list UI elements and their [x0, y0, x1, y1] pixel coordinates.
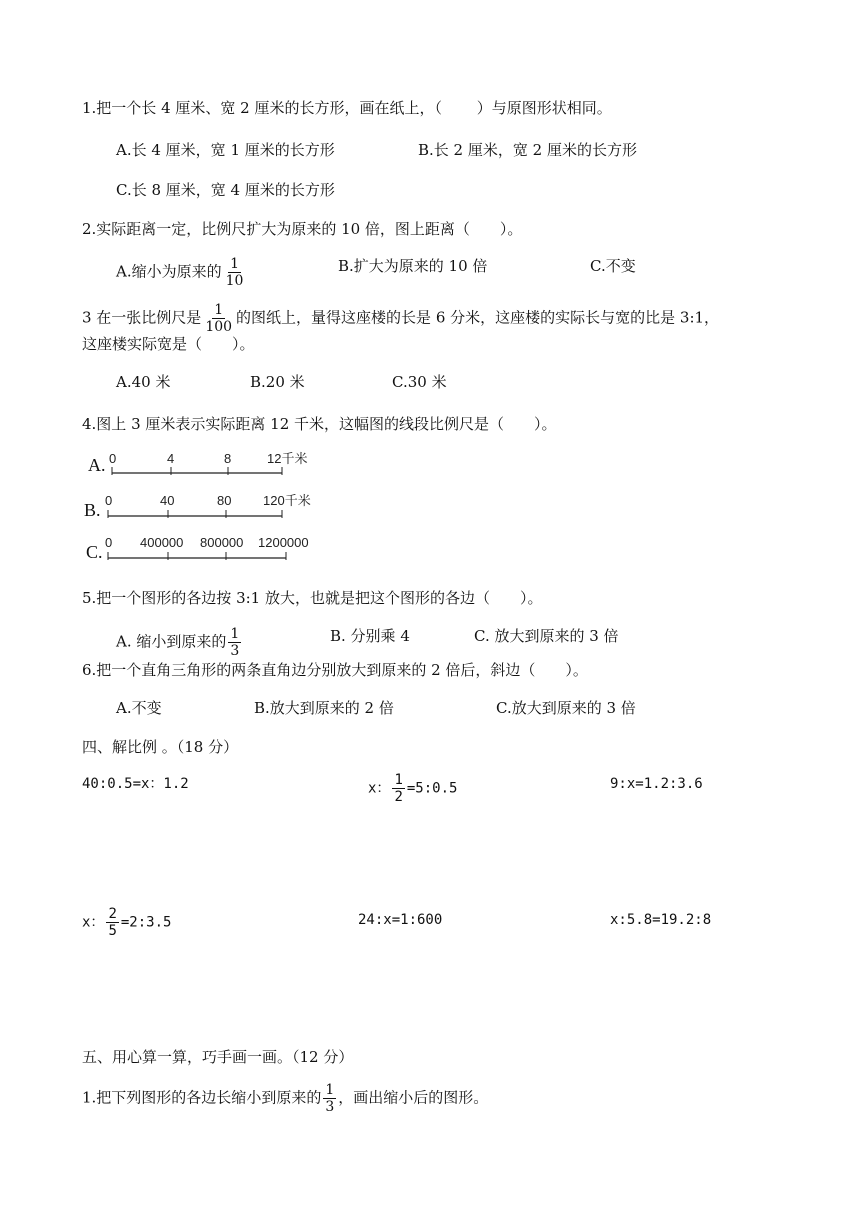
scale-b-label: 120千米 [263, 493, 311, 508]
proportion-3: 9:x=1.2:3.6 [610, 776, 703, 792]
q3-stem-pre: 3 在一张比例尺是 [82, 308, 202, 327]
scale-c-label: 0 [105, 535, 113, 550]
scale-a-letter: A. [88, 455, 106, 475]
scale-c-label: 800000 [200, 535, 244, 550]
proportion-4 [82, 906, 171, 939]
scale-a-label: 12千米 [267, 451, 308, 466]
section5-q1-post: ，画出缩小后的图形。 [338, 1088, 489, 1107]
proportion-2-fraction [392, 772, 404, 805]
q2-option-c: C.不变 [590, 257, 636, 275]
section5-fraction-numerator: 1 [325, 1082, 335, 1098]
q3-stem-post: 的图纸上，量得这座楼的长是 6 分米，这座楼的实际长与宽的比是 3:1， [236, 308, 720, 327]
q4-stem: 4.图上 3 厘米表示实际距离 12 千米，这幅图的线段比例尺是（ ）。 [82, 415, 557, 433]
scale-a-label: 8 [224, 451, 232, 466]
proportion-4-denominator: 5 [108, 923, 117, 939]
q3-option-c: C.30 米 [392, 373, 447, 391]
q3-stem [82, 302, 719, 335]
q3-stem-line2: 这座楼实际宽是（ ）。 [82, 335, 255, 353]
q2-fraction [224, 256, 246, 289]
q6-option-b: B.放大到原来的 2 倍 [254, 699, 394, 717]
q6-stem: 6.把一个直角三角形的两条直角边分别放大到原来的 2 倍后，斜边（ ）。 [82, 661, 588, 679]
q5-fraction-numerator: 1 [230, 626, 240, 642]
proportion-6: x:5.8=19.2:8 [610, 912, 712, 928]
q1-option-c: C.长 8 厘米，宽 4 厘米的长方形 [116, 181, 335, 199]
q2-option-b: B.扩大为原来的 10 倍 [338, 257, 488, 275]
proportion-1: 40:0.5=x：1.2 [82, 776, 189, 792]
q6-option-c: C.放大到原来的 3 倍 [496, 699, 636, 717]
scale-b-label: 80 [217, 493, 232, 508]
q5-option-c: C. 放大到原来的 3 倍 [474, 627, 619, 645]
scale-c-letter: C. [86, 542, 103, 562]
section5-q1-pre: 1.把下列图形的各边长缩小到原来的 [82, 1088, 322, 1107]
proportion-4-numerator: 2 [108, 906, 117, 922]
section5-title: 五、用心算一算，巧手画一画。（12 分） [82, 1048, 354, 1066]
proportion-4-pre: x： [82, 914, 105, 931]
q5-fraction-denominator: 3 [230, 643, 240, 659]
scale-b-letter: B. [84, 500, 101, 520]
scale-a [104, 448, 324, 482]
q1-option-a: A.长 4 厘米，宽 1 厘米的长方形 [116, 141, 335, 159]
q6-option-a: A.不变 [116, 699, 162, 717]
section5-fraction-denominator: 3 [325, 1099, 335, 1115]
proportion-2-numerator: 1 [394, 772, 403, 788]
proportion-5: 24:x=1:600 [358, 912, 443, 928]
q2-option-a-text: A.缩小为原来的 [116, 262, 222, 281]
q3-fraction-denominator: 100 [205, 319, 233, 335]
proportion-2-post: =5:0.5 [406, 780, 458, 797]
q5-fraction [228, 626, 241, 659]
scale-c-label: 1200000 [258, 535, 309, 550]
proportion-4-fraction [106, 906, 118, 939]
proportion-2 [368, 772, 457, 805]
q5-option-a-text: A. 缩小到原来的 [116, 632, 227, 651]
section4-title: 四、解比例 。（18 分） [82, 738, 239, 756]
scale-a-label: 0 [109, 451, 117, 466]
q5-stem: 5.把一个图形的各边按 3:1 放大，也就是把这个图形的各边（ ）。 [82, 589, 543, 607]
scale-c [100, 532, 330, 566]
q5-option-a [116, 626, 243, 659]
q2-stem: 2.实际距离一定，比例尺扩大为原来的 10 倍，图上距离（ ）。 [82, 220, 523, 238]
q3-option-a: A.40 米 [116, 373, 171, 391]
q2-fraction-numerator: 1 [230, 256, 239, 272]
q1-stem: 1.把一个长 4 厘米、宽 2 厘米的长方形，画在纸上，（ ）与原图形状相同。 [82, 99, 612, 117]
scale-c-label: 400000 [140, 535, 184, 550]
scale-b-label: 40 [160, 493, 175, 508]
section5-fraction [323, 1082, 336, 1115]
scale-a-label: 4 [167, 451, 175, 466]
q2-fraction-denominator: 10 [225, 273, 244, 289]
q5-option-b: B. 分别乘 4 [330, 627, 410, 645]
section5-q1 [82, 1082, 488, 1115]
q3-option-b: B.20 米 [250, 373, 305, 391]
q2-option-a [116, 256, 247, 289]
q3-fraction [203, 302, 234, 335]
q3-fraction-numerator: 1 [214, 302, 224, 318]
scale-b-label: 0 [105, 493, 113, 508]
q1-option-b: B.长 2 厘米，宽 2 厘米的长方形 [418, 141, 637, 159]
proportion-4-post: =2:3.5 [120, 914, 172, 931]
proportion-2-denominator: 2 [394, 789, 403, 805]
scale-b [100, 490, 330, 524]
proportion-2-pre: x： [368, 780, 391, 797]
